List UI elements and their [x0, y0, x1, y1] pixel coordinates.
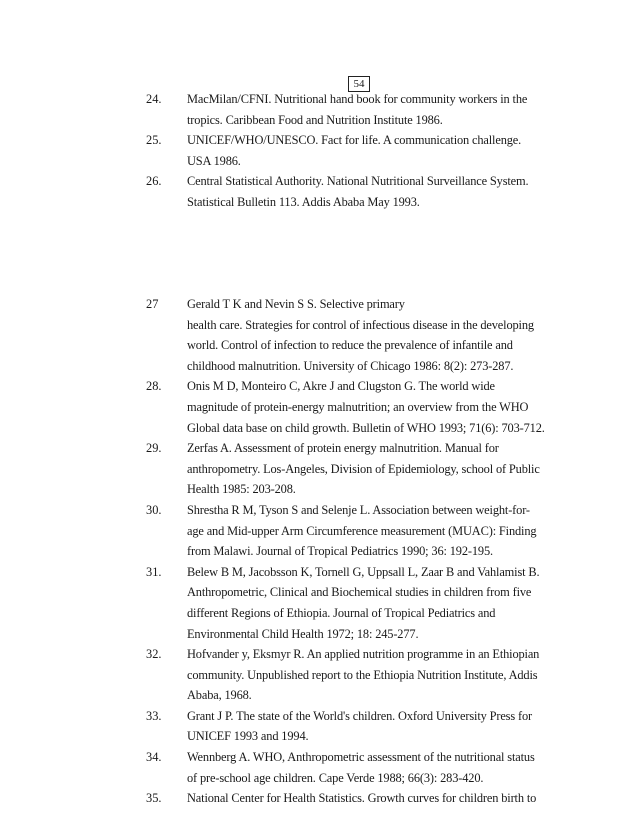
reference-entry — [146, 376, 586, 438]
reference-list-lower — [146, 294, 586, 809]
reference-line: Wennberg A. WHO, Anthropometric assessment of the nutritional status — [187, 750, 535, 765]
reference-number: 32. — [146, 647, 162, 662]
reference-text — [187, 89, 586, 130]
reference-line: childhood malnutrition. University of Chicago 1986: 8(2): 273-287. — [187, 358, 514, 373]
reference-line: Ababa, 1968. — [187, 688, 252, 703]
reference-text — [187, 376, 586, 438]
reference-entry — [146, 171, 586, 212]
reference-line: Shrestha R M, Tyson S and Selenje L. Association between weight-for- — [187, 502, 530, 517]
reference-line: community. Unpublished report to the Ethiopia Nutrition Institute, Addis — [187, 667, 538, 682]
reference-entry — [146, 438, 586, 500]
reference-line: world. Control of infection to reduce the prevalence of infantile and — [187, 338, 513, 353]
reference-text — [187, 644, 586, 706]
reference-number: 31. — [146, 564, 162, 579]
reference-number: 24. — [146, 92, 162, 106]
reference-line: different Regions of Ethiopia. Journal of Tropical Pediatrics and — [187, 605, 496, 620]
reference-line: USA 1986. — [187, 153, 241, 168]
reference-entry — [146, 500, 586, 562]
reference-list-upper — [146, 89, 586, 213]
reference-entry — [146, 89, 586, 130]
reference-line: UNICEF 1993 and 1994. — [187, 729, 309, 744]
reference-entry — [146, 706, 586, 747]
reference-number: 28. — [146, 379, 162, 394]
reference-line: anthropometry. Los-Angeles, Division of Epidemiology, school of Public — [187, 461, 540, 476]
reference-line: Onis M D, Monteiro C, Akre J and Clugston G. The world wide — [187, 379, 495, 394]
reference-line: from Malawi. Journal of Tropical Pediatrics 1990; 36: 192-195. — [187, 544, 493, 559]
reference-entry — [146, 130, 586, 171]
reference-text — [187, 171, 586, 212]
reference-number: 25. — [146, 133, 162, 148]
reference-line: health care. Strategies for control of infectious disease in the developing — [187, 317, 534, 332]
reference-line: Health 1985: 203-208. — [187, 482, 296, 497]
reference-line: Belew B M, Jacobsson K, Tornell G, Uppsall L, Zaar B and Vahlamist B. — [187, 564, 540, 579]
reference-line: Gerald T K and Nevin S S. Selective primary — [187, 297, 405, 311]
reference-entry — [146, 788, 586, 809]
reference-line: age and Mid-upper Arm Circumference measurement (MUAC): Finding — [187, 523, 537, 538]
reference-text — [187, 788, 586, 809]
reference-number: 26. — [146, 174, 162, 189]
reference-number: 33. — [146, 708, 162, 723]
reference-entry — [146, 562, 586, 644]
reference-line: Central Statistical Authority. National Nutritional Surveillance System. — [187, 174, 529, 189]
reference-line: MacMilan/CFNI. Nutritional hand book for community workers in the — [187, 92, 528, 106]
reference-line: Global data base on child growth. Bulletin of WHO 1993; 71(6): 703-712. — [187, 420, 545, 435]
reference-line: magnitude of protein-energy malnutrition; an overview from the WHO — [187, 399, 529, 414]
reference-number: 35. — [146, 791, 162, 806]
reference-text — [187, 562, 586, 644]
reference-number: 27 — [146, 297, 159, 311]
reference-text — [187, 747, 586, 788]
reference-line: Zerfas A. Assessment of protein energy malnutrition. Manual for — [187, 441, 499, 456]
reference-entry — [146, 747, 586, 788]
page-number: 54 — [348, 76, 370, 92]
reference-entry — [146, 644, 586, 706]
reference-text — [187, 500, 586, 562]
reference-entry — [146, 294, 586, 376]
reference-number: 29. — [146, 441, 162, 456]
reference-number: 34. — [146, 750, 162, 765]
reference-line: Environmental Child Health 1972; 18: 245-277. — [187, 626, 419, 641]
reference-text — [187, 706, 586, 747]
reference-line: Statistical Bulletin 113. Addis Ababa May 1993. — [187, 194, 420, 209]
reference-line: UNICEF/WHO/UNESCO. Fact for life. A communication challenge. — [187, 133, 522, 148]
reference-text — [187, 130, 586, 171]
reference-line: Hofvander y, Eksmyr R. An applied nutrition programme in an Ethiopian — [187, 647, 540, 662]
reference-line: National Center for Health Statistics. Growth curves for children birth to — [187, 791, 537, 806]
reference-text — [187, 438, 586, 500]
reference-line: Anthropometric, Clinical and Biochemical studies in children from five — [187, 585, 532, 600]
reference-text — [187, 294, 586, 376]
reference-line: of pre-school age children. Cape Verde 1988; 66(3): 283-420. — [187, 770, 484, 785]
reference-line: Grant J P. The state of the World's children. Oxford University Press for — [187, 708, 532, 723]
reference-number: 30. — [146, 502, 162, 517]
reference-line: tropics. Caribbean Food and Nutrition Institute 1986. — [187, 112, 443, 127]
